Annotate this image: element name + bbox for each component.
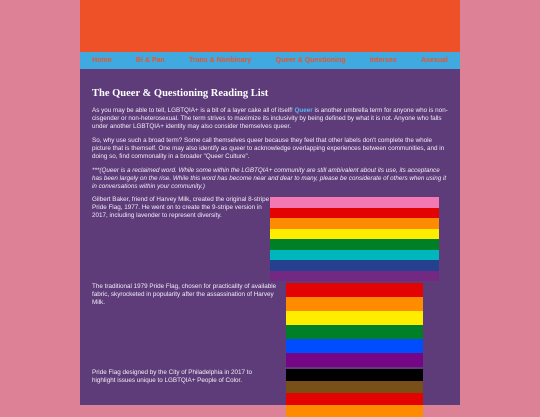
- flag1-stripe: [270, 260, 439, 271]
- flag-8-stripe-image: [270, 197, 439, 281]
- flag1-stripe: [270, 229, 439, 240]
- flag-philadelphia-image: [286, 369, 423, 417]
- nav-home[interactable]: Home: [92, 57, 112, 64]
- flag3-stripe: [286, 369, 423, 381]
- flag-1979-image: [286, 283, 423, 367]
- nav-intersex[interactable]: Intersex: [369, 57, 397, 64]
- why-paragraph: So, why use such a broad term? Some call themselves queer because they feel that other labels don't complete the whole picture that is themself. One may also identify as queer to acknowledge overlapping experiences between communities, and in doing so, find commonality in a broader "Queer Culture".: [92, 137, 445, 160]
- flag2-stripe: [286, 297, 423, 311]
- nav-queer-questioning[interactable]: Queer & Questioning: [275, 57, 346, 64]
- main-content: [92, 88, 450, 197]
- flag3-stripe: [286, 405, 423, 417]
- flag1-stripe: [270, 239, 439, 250]
- intro-text-b: is another umbrella term for anyone who is non-cisgender or non-heterosexual. The term strives to maximize its inclusivity by being defined by what it is not. Anyone who falls under another LGBTQIA+ identity may also consider themselves queer.: [92, 107, 448, 130]
- flag2-stripe: [286, 339, 423, 353]
- top-nav: [80, 52, 460, 69]
- page-container: [80, 0, 460, 405]
- queer-highlight: Queer: [294, 107, 313, 114]
- nav-bi-pan[interactable]: Bi & Pan: [135, 57, 165, 64]
- header-banner: [80, 0, 460, 52]
- flag1-stripe: [270, 197, 439, 208]
- flag1-stripe: [270, 271, 439, 282]
- flag2-stripe: [286, 283, 423, 297]
- flag3-caption: Pride Flag designed by the City of Philadelphia in 2017 to highlight issues unique to LGBTQIA+ People of Color.: [92, 369, 252, 384]
- flag3-stripe: [286, 381, 423, 393]
- flag3-stripe: [286, 393, 423, 405]
- nav-asexual[interactable]: Asexual: [420, 57, 448, 64]
- nav-trans-nonbinary[interactable]: Trans & Nonbinary: [188, 57, 252, 64]
- flag2-caption: The traditional 1979 Pride Flag, chosen for practicality of available fabric, skyrocketed in popularity after the assassination of Harvey Milk.: [92, 283, 277, 306]
- flag1-stripe: [270, 218, 439, 229]
- intro-text-a: As you may be able to tell, LGBTQIA+ is a bit of a layer cake all of itself!: [92, 107, 293, 114]
- flag2-stripe: [286, 353, 423, 367]
- flag2-stripe: [286, 325, 423, 339]
- flag1-stripe: [270, 250, 439, 261]
- page-title: The Queer & Questioning Reading List: [92, 88, 269, 99]
- flag1-stripe: [270, 208, 439, 219]
- flag1-caption: Gilbert Baker, friend of Harvey Milk, created the original 8-stripe Pride Flag, 1977. He went on to create the 9-stripe version in 2017, including lavender to represent diversity.: [92, 196, 270, 219]
- reclaimed-note: ***(Queer is a reclaimed word. While some within the LGBTQIA+ community are still ambivalent about its use, its acceptance has been largely on the rise. While this word has become near and dear to many, please be considerate of others when using it in conversations within your community.): [92, 167, 447, 190]
- intro-paragraph: [92, 107, 450, 131]
- flag2-stripe: [286, 311, 423, 325]
